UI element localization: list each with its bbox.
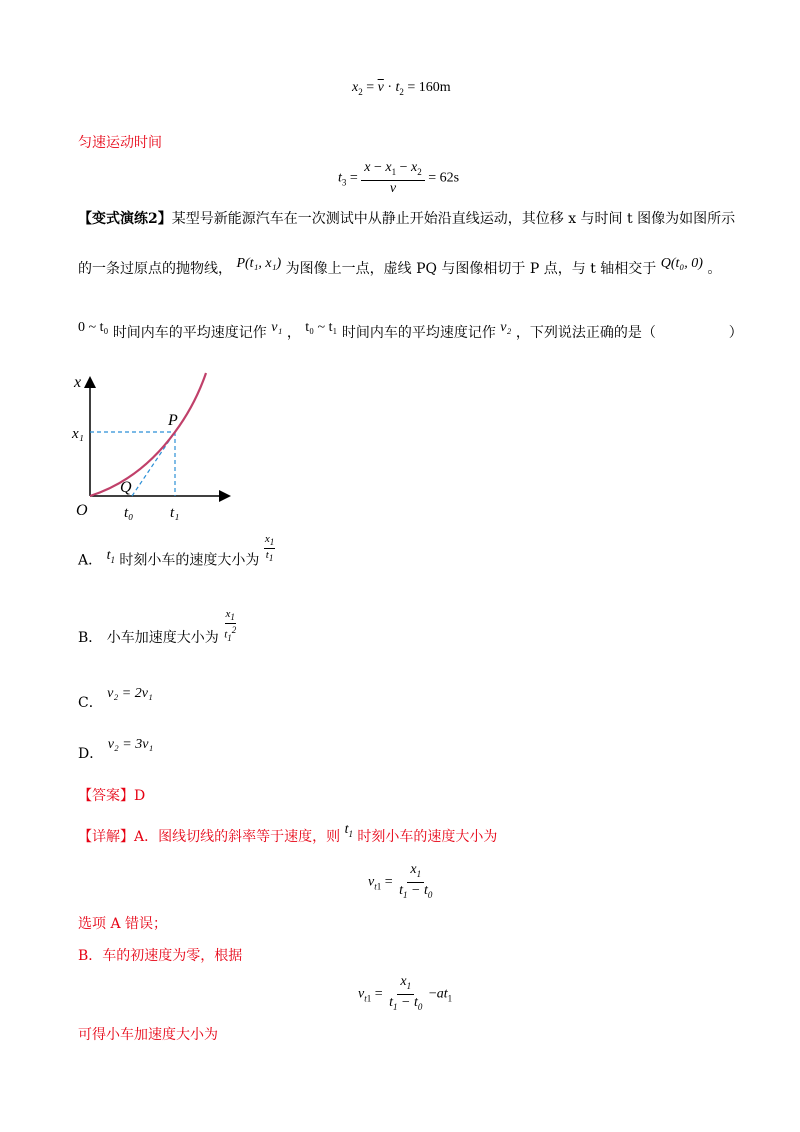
detail-t1-symbol: $t_1$	[344, 822, 353, 839]
graph-x-label: x	[74, 374, 82, 391]
x-t-graph	[60, 365, 250, 530]
equation-x2: $x_2 = \overline{v} \cdot t_2 = 160m$	[352, 80, 451, 97]
detail-equation-2: $v_{t1}$ = $\frac{x_1}{t_1 - t_0}$ $-at_1$	[358, 974, 453, 1012]
problem-text-2c: 。	[707, 261, 722, 277]
option-A-t1: $t_1$	[106, 547, 115, 565]
detail-equation-1: $v_{t1}$ = $\frac{x_1}{t_1 - t_0}$	[368, 862, 433, 900]
problem-text-3b: 时间内车的平均速度记作	[112, 325, 267, 341]
answer: 【答案】D	[78, 788, 146, 804]
graph-Q-label: Q	[120, 479, 132, 496]
problem-text-2a: 的一条过原点的抛物线，	[78, 261, 232, 277]
detail-line3: B．车的初速度为零，根据	[78, 948, 243, 964]
problem-line3	[78, 322, 743, 342]
detail-line2: 选项 A 错误；	[78, 916, 168, 932]
detail-text-1b: 时刻小车的速度大小为	[357, 829, 498, 845]
detail-text-1a: 【详解】A．图线切线的斜率等于速度，则	[78, 829, 341, 845]
problem-text-3f: ，下列说法正确的是（	[515, 325, 656, 341]
option-D-equation: v₂ = 3v₁	[107, 737, 154, 752]
option-D[interactable]	[78, 733, 154, 762]
option-A-text: 时刻小车的速度大小为	[119, 552, 260, 569]
v1-symbol: v₁	[271, 320, 283, 335]
problem-text-1: 某型号新能源汽车在一次测试中从静止开始沿直线运动，其位移 x 与时间 t 图像为如图所示	[171, 211, 736, 227]
graph-x1-label: x₁	[72, 426, 84, 442]
option-C[interactable]	[78, 682, 153, 711]
graph-P-label: P	[168, 412, 178, 429]
uniform-motion-label: 匀速运动时间	[78, 135, 162, 151]
option-B-text: 小车加速度大小为	[106, 630, 219, 647]
option-B-fraction: $\frac{x_1}{t_1^2}$	[224, 608, 237, 644]
problem-line1	[78, 208, 735, 228]
detail-line4: 可得小车加速度大小为	[78, 1027, 218, 1043]
option-C-equation: v₂ = 2v₁	[107, 686, 153, 701]
problem-text-3g: ）	[728, 325, 743, 341]
parabola-curve	[90, 373, 206, 496]
graph-t1-label: t₁	[170, 505, 180, 521]
point-Q: Q(t₀, 0)	[660, 256, 703, 271]
option-B[interactable]	[78, 608, 237, 656]
interval-0-t0: 0 ~ t₀	[78, 320, 109, 335]
problem-tag: 【变式演练2】	[78, 211, 172, 227]
problem-text-2b: 为图像上一点，虚线 PQ 与图像相切于 P 点，与 t 轴相交于	[285, 261, 657, 277]
problem-text-3c: ，	[286, 325, 301, 341]
problem-text-3e: 时间内车的平均速度记作	[341, 325, 496, 341]
interval-t0-t1: t₀ ~ t₁	[305, 320, 338, 335]
v2-symbol: v₂	[500, 320, 512, 335]
option-B-prefix: B．	[78, 630, 103, 647]
graph-origin-label: O	[76, 502, 88, 519]
problem-line2	[78, 258, 721, 278]
option-C-prefix: C．	[78, 695, 103, 711]
equation-t3: $t_3$ = $\frac{x - x_1 - x_2}{v}$ = 62s	[338, 160, 460, 196]
option-D-prefix: D．	[78, 746, 104, 762]
detail-line1	[78, 822, 498, 847]
graph-t0-label: t₀	[124, 505, 134, 521]
point-P: P(t₁, x₁)	[236, 256, 282, 271]
option-A-fraction: $\frac{x_1}{t_1}$	[264, 533, 275, 564]
option-A-prefix: A．	[78, 552, 103, 569]
option-A[interactable]	[78, 533, 275, 576]
